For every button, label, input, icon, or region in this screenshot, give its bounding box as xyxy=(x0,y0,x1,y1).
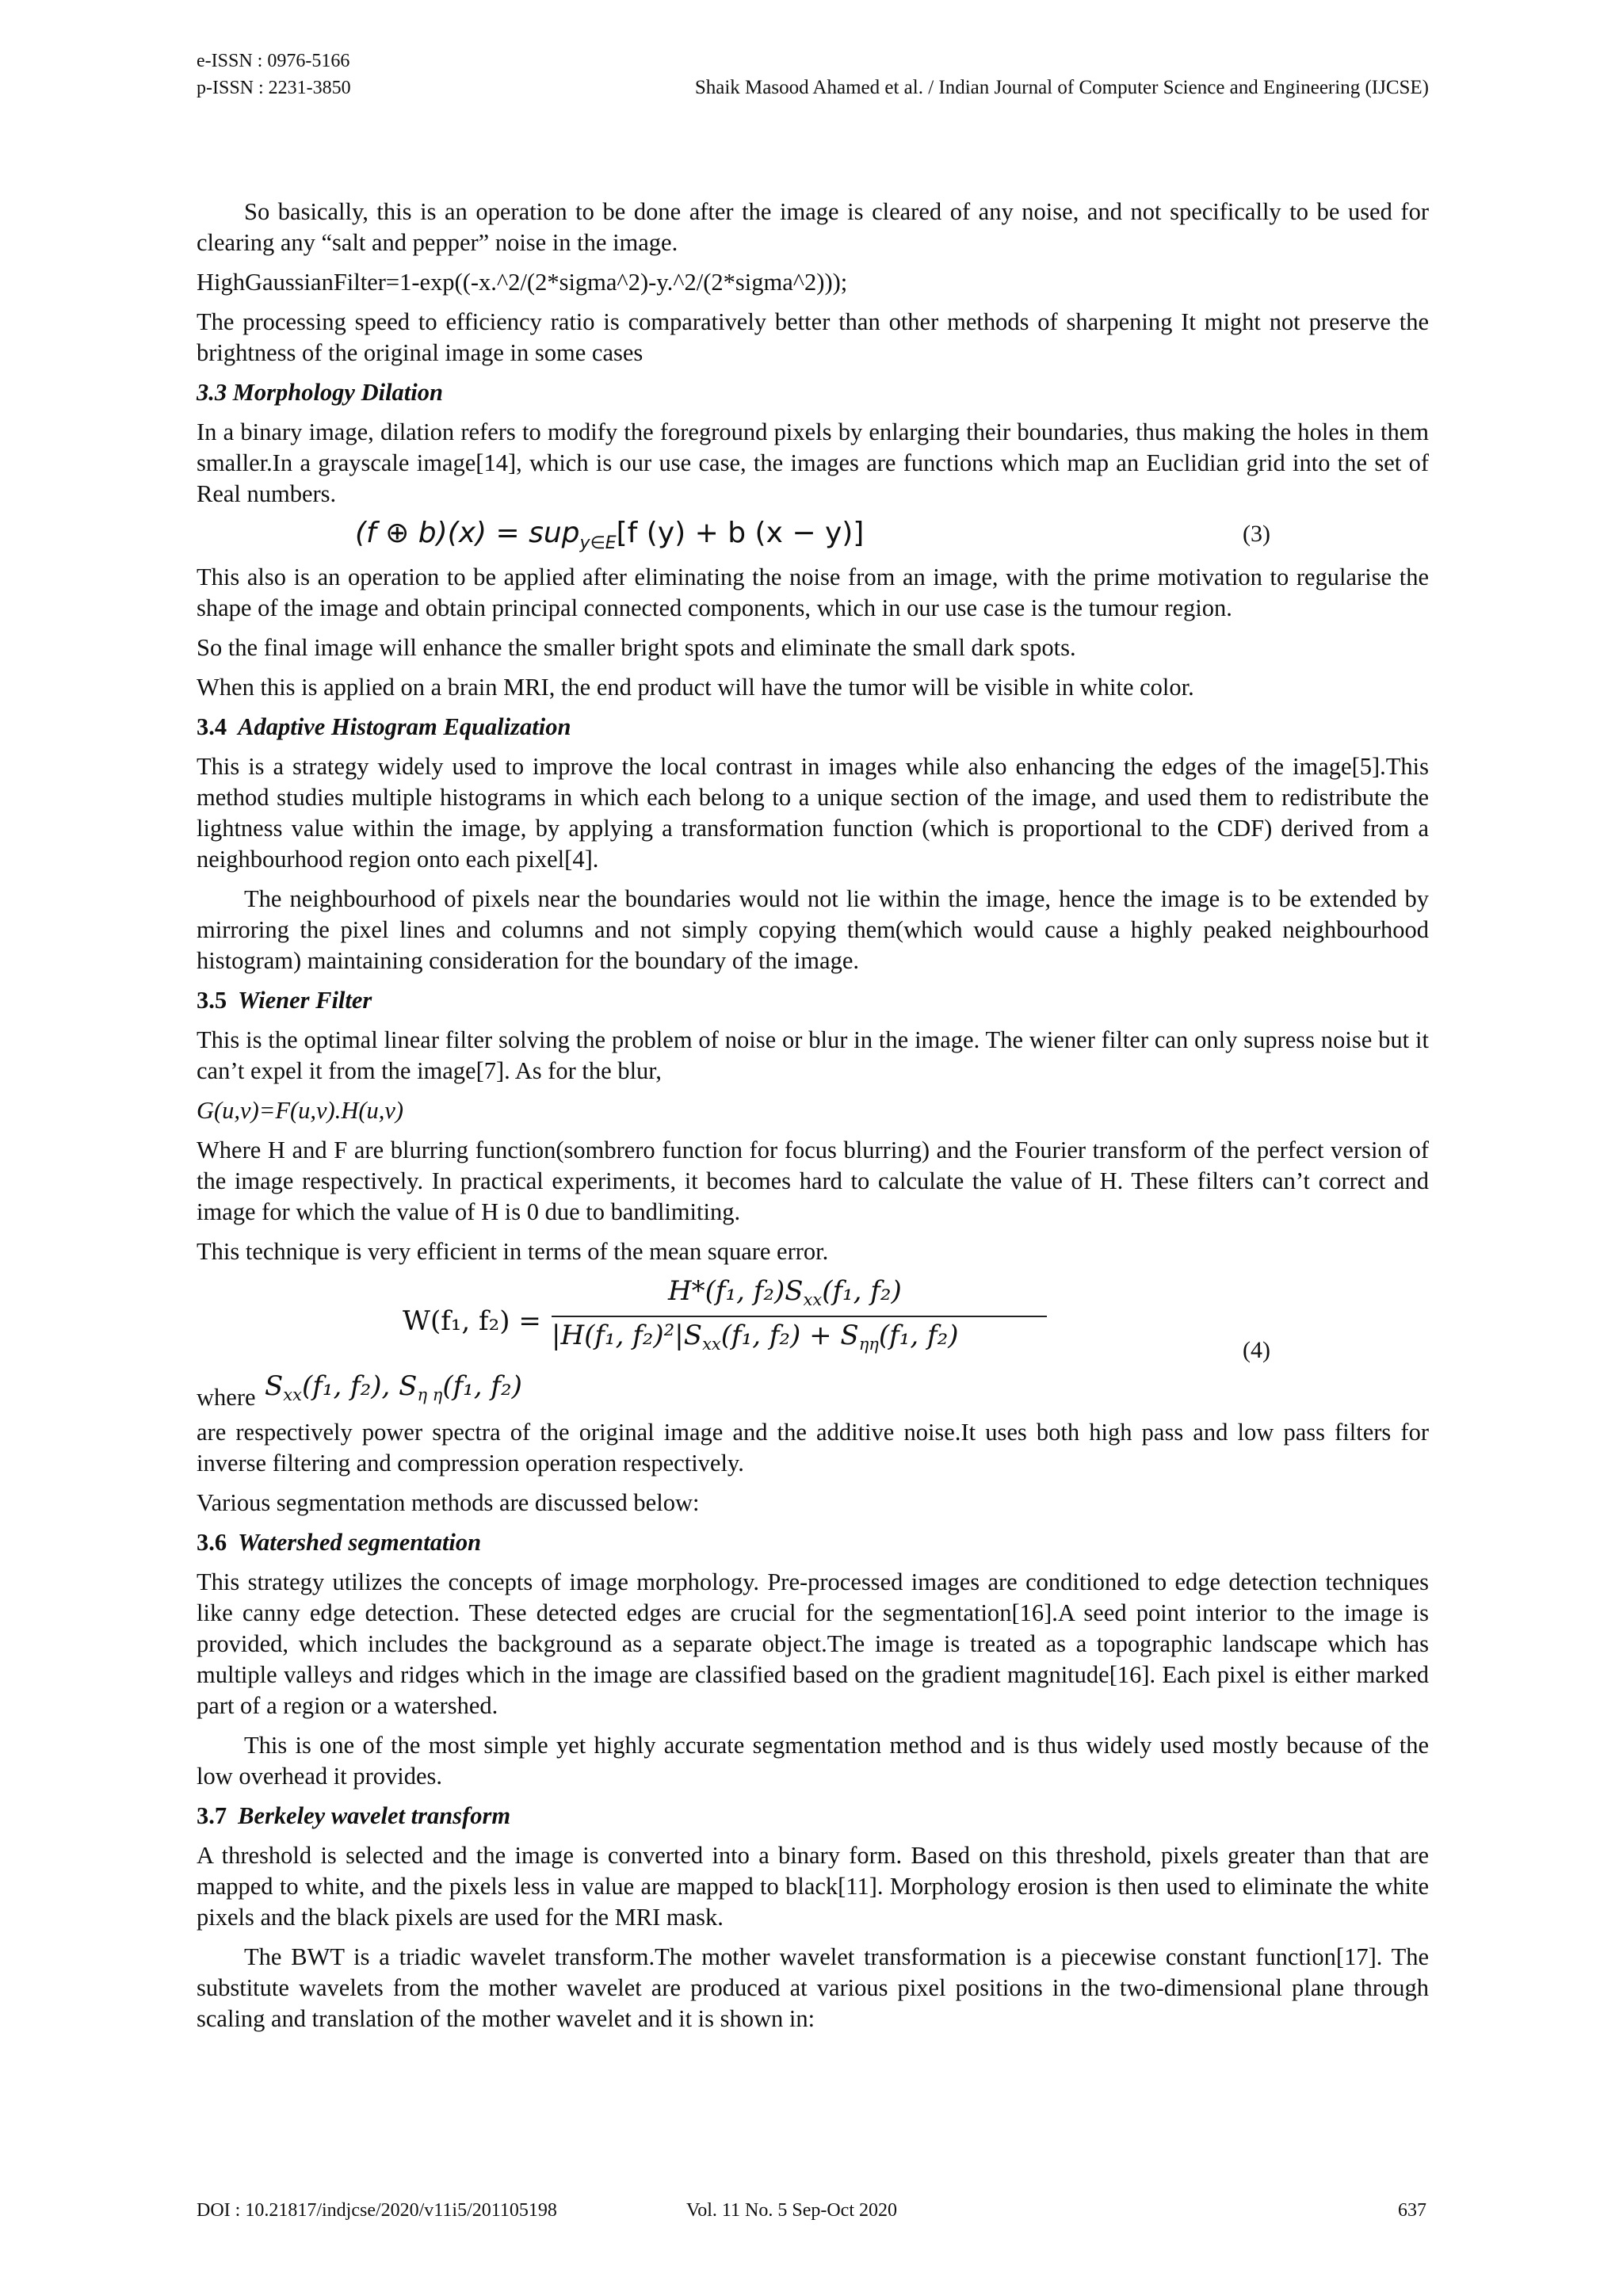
where-clause: where $S_{xx}(f_1$, f₂), $S_{\eta \eta}(f_1$, f₂) xyxy=(197,1370,522,1411)
paragraph: are respectively power spectra of the original image and the additive noise.It uses both high pass and low pass filters for inverse filtering and compression operation respectively. xyxy=(197,1419,1429,1477)
footer-volume: Vol. 11 No. 5 Sep-Oct 2020 xyxy=(686,2200,897,2221)
paragraph: The processing speed to efficiency ratio is comparatively better than other methods of sharpening It might not preserve the brightness of the original image in some cases xyxy=(197,308,1429,366)
section-heading-3-4: 3.4 Adaptive Histogram Equalization xyxy=(197,713,571,740)
article-body xyxy=(197,197,1429,2043)
equation-3 xyxy=(197,515,1429,555)
section-heading-3-6: 3.6 Watershed segmentation xyxy=(197,1529,482,1556)
running-title: Shaik Masood Ahamed et al. / Indian Journal of Computer Science and Engineering (IJCSE) xyxy=(694,77,1429,98)
issn-block xyxy=(197,48,351,101)
section-heading-3-5: 3.5 Wiener Filter xyxy=(197,987,372,1014)
paragraph: Various segmentation methods are discussed below: xyxy=(197,1489,700,1516)
equation-number: (4) xyxy=(1243,1337,1270,1363)
paragraph: When this is applied on a brain MRI, the end product will have the tumor will be visible in white color. xyxy=(197,674,1194,701)
paragraph: The neighbourhood of pixels near the boundaries would not lie within the image, hence the image is to be extended by mirroring the pixel lines and columns and not simply copying them(which would cause a highly peaked neighbourhood histogram) maintaining consideration for the boundary of the image. xyxy=(197,885,1429,974)
filter-formula: HighGaussianFilter=1-exp((-x.^2/(2*sigma^2)-y.^2/(2*sigma^2))); xyxy=(197,269,848,296)
section-heading-3-7: 3.7 Berkeley wavelet transform xyxy=(197,1802,511,1829)
paragraph: This technique is very efficient in terms of the mean square error. xyxy=(197,1238,829,1265)
paragraph: This is the optimal linear filter solving the problem of noise or blur in the image. The wiener filter can only supress noise but it can’t expel it from the image[7]. As for the blur, xyxy=(197,1026,1429,1084)
paragraph: Where H and F are blurring function(sombrero function for focus blurring) and the Fourier transform of the perfect version of the image respectively. In practical experiments, it becomes hard to calculate the value of H. These filters can’t correct and image for which the value of H is 0 due to bandlimiting. xyxy=(197,1137,1429,1225)
paragraph: So basically, this is an operation to be done after the image is cleared of any noise, and not specifically to be used for clearing any “salt and pepper” noise in the image. xyxy=(197,198,1429,256)
paragraph: The BWT is a triadic wavelet transform.The mother wavelet transformation is a piecewise constant function[17]. The substitute wavelets from the mother wavelet are produced at various pixel positions in the two-dimensional plane through scaling and translation of the mother wavelet and it is shown in: xyxy=(197,1943,1429,2032)
paragraph: So the final image will enhance the smaller bright spots and eliminate the small dark spots. xyxy=(197,634,1076,661)
eissn: e-ISSN : 0976-5166 xyxy=(197,51,350,71)
paragraph: In a binary image, dilation refers to modify the foreground pixels by enlarging their boundaries, thus making the holes in them smaller.In a grayscale image[14], which is our use case, the images are functions which map an Euclidian grid into the set of Real numbers. xyxy=(197,418,1429,507)
page-number: 637 xyxy=(1398,2200,1426,2221)
paragraph: This also is an operation to be applied after eliminating the noise from an image, with the prime motivation to regularise the shape of the image and obtain principal connected components, which in our use case is the tumour region. xyxy=(197,563,1429,621)
pissn: p-ISSN : 2231-3850 xyxy=(197,78,351,98)
dilation-equation: (f ⊕ b)(x) = sup$_{y\in E}$[f (y) + b (x − y)] xyxy=(355,517,865,553)
equation-number: (3) xyxy=(1243,521,1270,547)
paragraph: This strategy utilizes the concepts of image morphology. Pre-processed images are conditioned to edge detection techniques like canny edge detection. These detected edges are crucial for the segmentation[16].A seed point interior to the image is provided, which includes the background as a separate object.The image is treated as a topographic landscape which has multiple valleys and ridges which in the image are classified based on the gradient magnitude[16]. Each pixel is either marked part of a region or a watershed. xyxy=(197,1568,1429,1719)
paragraph: A threshold is selected and the image is converted into a binary form. Based on this threshold, pixels greater than that are mapped to white, and the pixels less in value are mapped to black[11]. Morphology erosion is then used to eliminate the white pixels and the black pixels are used for the MRI mask. xyxy=(197,1842,1429,1931)
paragraph: This is a strategy widely used to improve the local contrast in images while also enhancing the edges of the image[5].This method studies multiple histograms in which each belong to a unique section of the image, and used them to redistribute the lightness value within the image, by applying a transformation function (which is proportional to the CDF) derived from a neighbourhood region onto each pixel[4]. xyxy=(197,753,1429,873)
equation-4: W(f₁, f₂) = H*(f₁, $f_2)S_{xx}(f_1$, f₂) |H(f₁, $f_2)^2|S_{xx}(f_1$, $f_2) + S_{\eta\eta}(f_1$, f₂) (4) xyxy=(197,1276,1429,1371)
section-heading-3-3: 3.3 Morphology Dilation xyxy=(197,379,443,406)
blur-equation: G(u,v)=F(u,v).H(u,v) xyxy=(197,1097,404,1124)
paragraph: This is one of the most simple yet highly accurate segmentation method and is thus widely used mostly because of the low overhead it provides. xyxy=(197,1732,1429,1790)
footer-doi: DOI : 10.21817/indjcse/2020/v11i5/201105198 xyxy=(197,2200,557,2221)
